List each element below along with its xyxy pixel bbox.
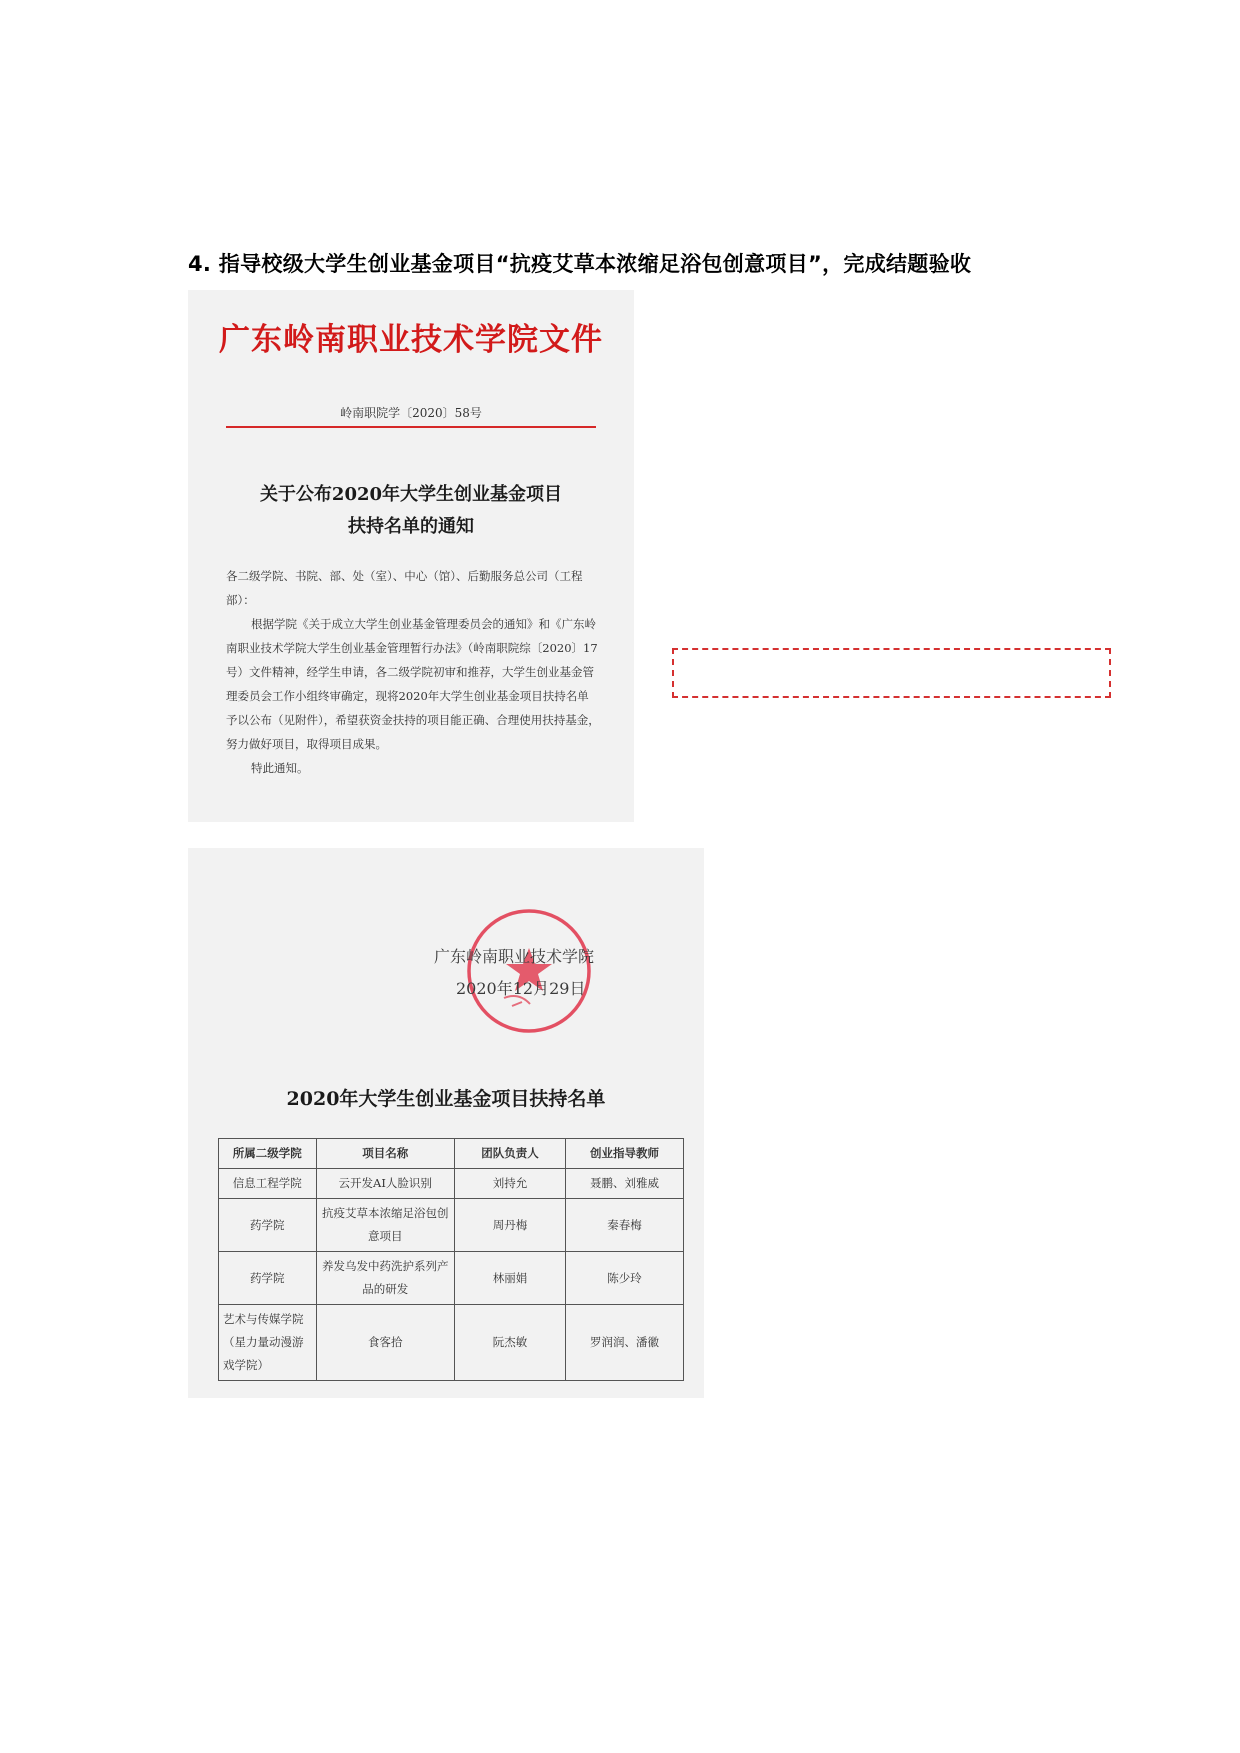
table-row [219,1252,684,1305]
signature-date: 2020年12月29日 [456,979,586,998]
table-row [219,1199,684,1252]
section-heading: 4. 指导校级大学生创业基金项目“抗疫艾草本浓缩足浴包创意项目”，完成结题验收 [188,252,972,276]
table-row [219,1305,684,1381]
table-cell-advisor: 聂鹏、刘雅威 [566,1169,684,1199]
table-cell-leader: 林丽娟 [454,1252,565,1305]
funding-table [218,1138,684,1381]
official-seal [464,906,594,1036]
list-document-image [188,848,704,1398]
document-org-title: 广东岭南职业技术学院文件 [219,322,603,358]
seal-graphic [464,906,594,1036]
document-number: 岭南职院学〔2020〕58号 [340,406,482,420]
table-header-cell: 项目名称 [316,1139,454,1169]
notice-title-line1: 关于公布2020年大学生创业基金项目 [259,484,563,505]
notice-closing: 特此通知。 [251,761,309,775]
notice-salutation: 各二级学院、书院、部、处（室）、中心（馆）、后勤服务总公司（工程部）： [226,569,583,607]
table-cell-college: 药学院 [219,1199,317,1252]
table-cell-project: 养发乌发中药洗护系列产品的研发 [316,1252,454,1305]
table-row [219,1169,684,1199]
table-cell-college: 信息工程学院 [219,1169,317,1199]
table-header-cell: 创业指导教师 [566,1139,684,1169]
table-cell-college: 艺术与传媒学院（星力量动漫游戏学院） [219,1305,317,1381]
dashed-placeholder-box [672,648,1111,698]
table-cell-leader: 周丹梅 [454,1199,565,1252]
signature-org: 广东岭南职业技术学院 [434,947,595,966]
table-cell-advisor: 罗润润、潘徽 [566,1305,684,1381]
list-title: 2020年大学生创业基金项目扶持名单 [286,1088,606,1110]
table-cell-leader: 阮杰敏 [454,1305,565,1381]
red-divider [226,426,596,428]
table-cell-college: 药学院 [219,1252,317,1305]
table-cell-advisor: 陈少玲 [566,1252,684,1305]
table-cell-advisor: 秦春梅 [566,1199,684,1252]
table-header-cell: 所属二级学院 [219,1139,317,1169]
notice-document-image [188,290,634,822]
table-cell-leader: 刘持允 [454,1169,565,1199]
notice-title-line2: 扶持名单的通知 [348,516,474,537]
table-cell-project: 云开发AI人脸识别 [316,1169,454,1199]
table-cell-project: 抗疫艾草本浓缩足浴包创意项目 [316,1199,454,1252]
table-header-row [219,1139,684,1169]
table-cell-project: 食客拾 [316,1305,454,1381]
notice-paragraph: 根据学院《关于成立大学生创业基金管理委员会的通知》和《广东岭南职业技术学院大学生创业基金管理暂行办法》（岭南职院综〔2020〕17号）文件精神，经学生申请，各二级学院初审和推荐，大学生创业基金管理委员会工作小组终审确定，现将2020年大学生创业基金项目扶持名单予以公布（见附件），希望获资金扶持的项目能正确、合理使用扶持基金，努力做好项目，取得项目成果。 [226,617,600,751]
table-header-cell: 团队负责人 [454,1139,565,1169]
notice-body [226,564,600,780]
